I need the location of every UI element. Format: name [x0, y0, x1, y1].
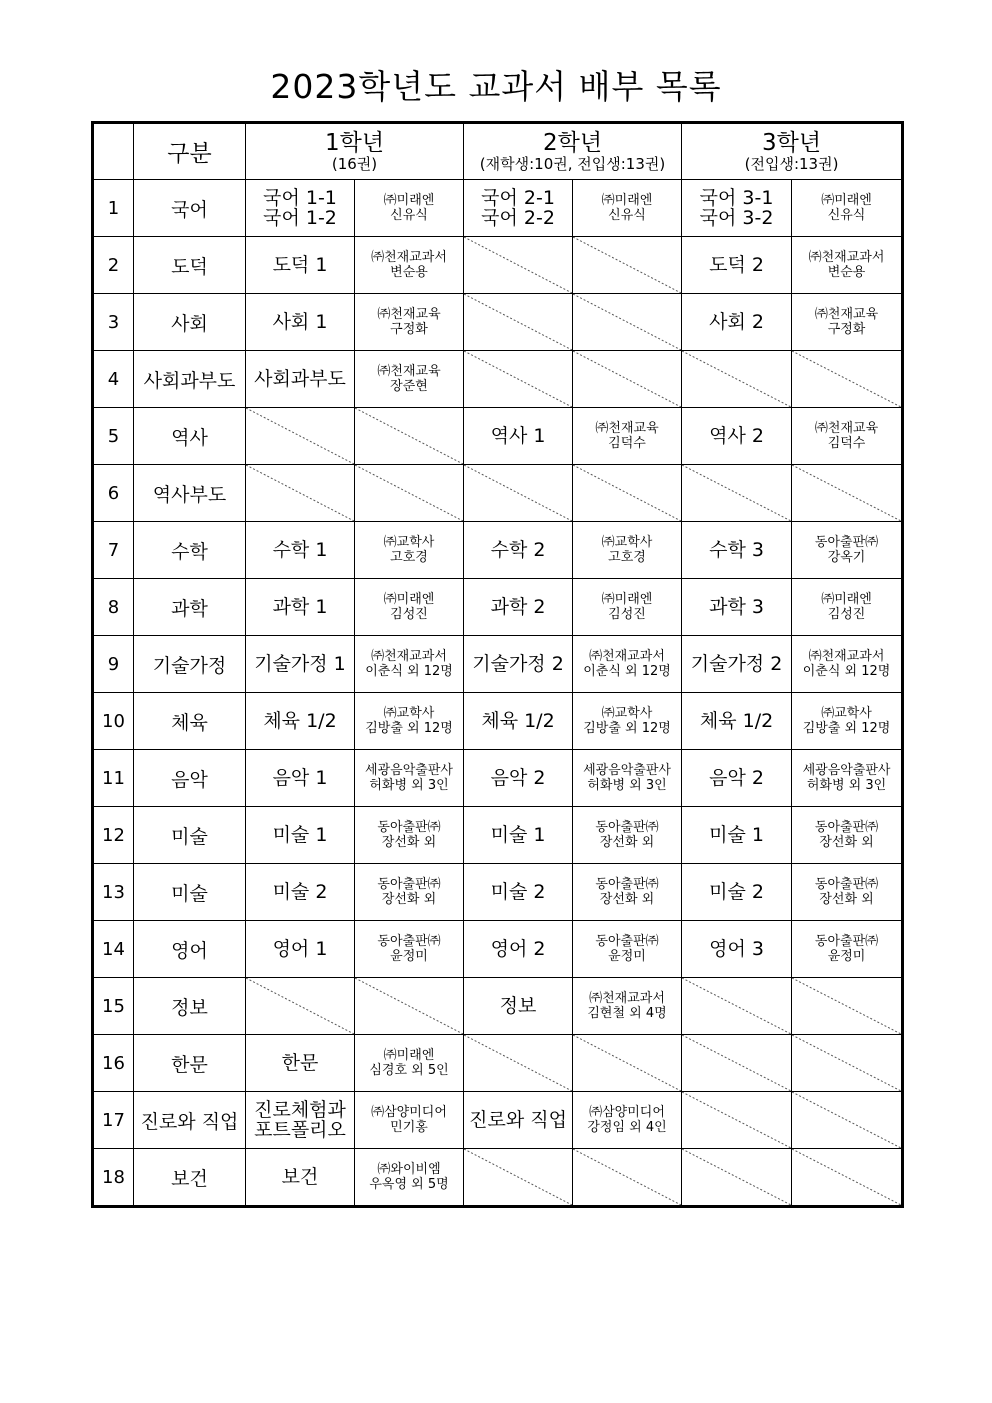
- diagonal-slash-icon: [792, 978, 901, 1034]
- subject-name: 미술: [134, 864, 246, 921]
- grade-3-publisher-author: ㈜천재교과서 변순용: [792, 237, 902, 294]
- subject-name: 음악: [134, 750, 246, 807]
- diagonal-slash-icon: [246, 465, 354, 521]
- diagonal-slash-icon: [792, 351, 901, 407]
- row-number: 18: [94, 1149, 134, 1206]
- diagonal-slash-icon: [355, 465, 463, 521]
- diagonal-slash-icon: [573, 237, 681, 293]
- textbook-distribution-table: [93, 123, 902, 1206]
- empty-slash-cell: [792, 1149, 902, 1206]
- grade-1-publisher-author: ㈜천재교육 장준현: [355, 351, 464, 408]
- grade-1-publisher-author: 세광음악출판사 허화병 외 3인: [355, 750, 464, 807]
- grade-3-book-title: 영어 3: [682, 921, 792, 978]
- grade-3-publisher-author: ㈜천재교육 김덕수: [792, 408, 902, 465]
- diagonal-slash-icon: [573, 1149, 681, 1205]
- diagonal-slash-icon: [682, 978, 791, 1034]
- empty-slash-cell: [792, 351, 902, 408]
- page-title: 2023학년도 교과서 배부 목록: [270, 67, 722, 106]
- grade-3-count: (전입생:13권): [744, 155, 839, 173]
- grade-1-publisher-author: ㈜천재교과서 변순용: [355, 237, 464, 294]
- table-row: [94, 237, 902, 294]
- empty-slash-cell: [792, 1092, 902, 1149]
- diagonal-slash-icon: [464, 1035, 572, 1091]
- row-number: 1: [94, 180, 134, 237]
- grade-2-publisher-author: 동아출판㈜ 장선화 외: [573, 864, 682, 921]
- table-row: [94, 1149, 902, 1206]
- grade-3-book-title: 음악 2: [682, 750, 792, 807]
- row-number: 7: [94, 522, 134, 579]
- empty-slash-cell: [464, 237, 573, 294]
- empty-slash-cell: [246, 408, 355, 465]
- subject-name: 사회: [134, 294, 246, 351]
- table-row: [94, 579, 902, 636]
- row-number: 17: [94, 1092, 134, 1149]
- subject-name: 정보: [134, 978, 246, 1035]
- grade-3-publisher-author: 동아출판㈜ 장선화 외: [792, 864, 902, 921]
- row-number: 4: [94, 351, 134, 408]
- diagonal-slash-icon: [246, 978, 354, 1034]
- table-row: [94, 1092, 902, 1149]
- grade-2-book-title: 미술 1: [464, 807, 573, 864]
- grade-1-book-title: 미술 1: [246, 807, 355, 864]
- table-row: [94, 750, 902, 807]
- row-number: 5: [94, 408, 134, 465]
- empty-slash-cell: [682, 1149, 792, 1206]
- header-grade-1: [246, 124, 464, 180]
- header-corner-cell: [94, 124, 134, 180]
- diagonal-slash-icon: [464, 465, 572, 521]
- grade-3-publisher-author: 동아출판㈜ 윤정미: [792, 921, 902, 978]
- grade-1-book-title: 미술 2: [246, 864, 355, 921]
- diagonal-slash-icon: [573, 465, 681, 521]
- row-number: 12: [94, 807, 134, 864]
- grade-3-book-title: 과학 3: [682, 579, 792, 636]
- table-row: [94, 693, 902, 750]
- grade-2-publisher-author: ㈜삼양미디어 강정임 외 4인: [573, 1092, 682, 1149]
- grade-1-book-title: 수학 1: [246, 522, 355, 579]
- empty-slash-cell: [792, 978, 902, 1035]
- grade-2-publisher-author: ㈜미래엔 신유식: [573, 180, 682, 237]
- diagonal-slash-icon: [792, 465, 901, 521]
- diagonal-slash-icon: [792, 1092, 901, 1148]
- row-number: 8: [94, 579, 134, 636]
- subject-name: 영어: [134, 921, 246, 978]
- grade-1-book-title: 사회과부도: [246, 351, 355, 408]
- row-number: 14: [94, 921, 134, 978]
- grade-2-publisher-author: ㈜교학사 고호경: [573, 522, 682, 579]
- row-number: 2: [94, 237, 134, 294]
- table-row: [94, 1035, 902, 1092]
- empty-slash-cell: [573, 1149, 682, 1206]
- diagonal-slash-icon: [792, 1035, 901, 1091]
- table-row: [94, 921, 902, 978]
- grade-3-publisher-author: ㈜천재교육 구정화: [792, 294, 902, 351]
- subject-name: 과학: [134, 579, 246, 636]
- subject-name: 수학: [134, 522, 246, 579]
- row-number: 15: [94, 978, 134, 1035]
- grade-2-publisher-author: 동아출판㈜ 장선화 외: [573, 807, 682, 864]
- grade-2-book-title: 진로와 직업: [464, 1092, 573, 1149]
- grade-3-label: 3학년: [761, 130, 822, 156]
- empty-slash-cell: [573, 294, 682, 351]
- diagonal-slash-icon: [682, 1149, 791, 1205]
- subject-name: 도덕: [134, 237, 246, 294]
- subject-name: 미술: [134, 807, 246, 864]
- header-grade-2: [464, 124, 682, 180]
- diagonal-slash-icon: [573, 351, 681, 407]
- grade-2-publisher-author: ㈜교학사 김방출 외 12명: [573, 693, 682, 750]
- grade-1-label: 1학년: [324, 130, 385, 156]
- header-row: [94, 124, 902, 180]
- empty-slash-cell: [682, 351, 792, 408]
- grade-3-book-title: 역사 2: [682, 408, 792, 465]
- diagonal-slash-icon: [464, 351, 572, 407]
- grade-3-book-title: 도덕 2: [682, 237, 792, 294]
- grade-1-publisher-author: ㈜미래엔 심경호 외 5인: [355, 1035, 464, 1092]
- empty-slash-cell: [682, 978, 792, 1035]
- subject-name: 보건: [134, 1149, 246, 1206]
- empty-slash-cell: [573, 465, 682, 522]
- subject-name: 역사: [134, 408, 246, 465]
- empty-slash-cell: [792, 1035, 902, 1092]
- grade-1-book-title: 보건: [246, 1149, 355, 1206]
- subject-name: 진로와 직업: [134, 1092, 246, 1149]
- table-row: [94, 864, 902, 921]
- grade-2-publisher-author: 세광음악출판사 허화병 외 3인: [573, 750, 682, 807]
- subject-name: 체육: [134, 693, 246, 750]
- grade-1-book-title: 국어 1-1 국어 1-2: [246, 180, 355, 237]
- row-number: 13: [94, 864, 134, 921]
- row-number: 9: [94, 636, 134, 693]
- empty-slash-cell: [682, 1035, 792, 1092]
- empty-slash-cell: [464, 294, 573, 351]
- grade-1-publisher-author: ㈜삼양미디어 민기홍: [355, 1092, 464, 1149]
- grade-3-publisher-author: 동아출판㈜ 강옥기: [792, 522, 902, 579]
- diagonal-slash-icon: [246, 408, 354, 464]
- subject-name: 역사부도: [134, 465, 246, 522]
- grade-2-publisher-author: ㈜천재교과서 김현철 외 4명: [573, 978, 682, 1035]
- diagonal-slash-icon: [573, 294, 681, 350]
- empty-slash-cell: [573, 237, 682, 294]
- diagonal-slash-icon: [464, 237, 572, 293]
- grade-1-book-title: 기술가정 1: [246, 636, 355, 693]
- grade-1-publisher-author: 동아출판㈜ 윤정미: [355, 921, 464, 978]
- grade-2-publisher-author: 동아출판㈜ 윤정미: [573, 921, 682, 978]
- empty-slash-cell: [573, 1035, 682, 1092]
- grade-1-book-title: 음악 1: [246, 750, 355, 807]
- grade-1-publisher-author: ㈜교학사 김방출 외 12명: [355, 693, 464, 750]
- grade-2-book-title: 미술 2: [464, 864, 573, 921]
- empty-slash-cell: [355, 978, 464, 1035]
- table-row: [94, 636, 902, 693]
- table-row: [94, 465, 902, 522]
- subject-name: 사회과부도: [134, 351, 246, 408]
- grade-3-book-title: 사회 2: [682, 294, 792, 351]
- empty-slash-cell: [355, 408, 464, 465]
- grade-2-book-title: 과학 2: [464, 579, 573, 636]
- empty-slash-cell: [355, 465, 464, 522]
- grade-2-book-title: 음악 2: [464, 750, 573, 807]
- empty-slash-cell: [464, 351, 573, 408]
- grade-3-publisher-author: 세광음악출판사 허화병 외 3인: [792, 750, 902, 807]
- empty-slash-cell: [792, 465, 902, 522]
- grade-1-book-title: 사회 1: [246, 294, 355, 351]
- grade-1-publisher-author: ㈜와이비엠 우옥영 외 5명: [355, 1149, 464, 1206]
- empty-slash-cell: [464, 1149, 573, 1206]
- grade-3-book-title: 기술가정 2: [682, 636, 792, 693]
- row-number: 11: [94, 750, 134, 807]
- grade-2-count: (재학생:10권, 전입생:13권): [479, 155, 666, 173]
- grade-2-book-title: 국어 2-1 국어 2-2: [464, 180, 573, 237]
- empty-slash-cell: [246, 465, 355, 522]
- empty-slash-cell: [573, 351, 682, 408]
- row-number: 10: [94, 693, 134, 750]
- grade-3-publisher-author: ㈜미래엔 신유식: [792, 180, 902, 237]
- grade-3-publisher-author: 동아출판㈜ 장선화 외: [792, 807, 902, 864]
- grade-3-book-title: 미술 2: [682, 864, 792, 921]
- grade-1-book-title: 과학 1: [246, 579, 355, 636]
- grade-3-publisher-author: ㈜천재교과서 이춘식 외 12명: [792, 636, 902, 693]
- grade-2-book-title: 체육 1/2: [464, 693, 573, 750]
- grade-2-publisher-author: ㈜천재교육 김덕수: [573, 408, 682, 465]
- row-number: 16: [94, 1035, 134, 1092]
- table-row: [94, 978, 902, 1035]
- diagonal-slash-icon: [355, 408, 463, 464]
- grade-2-publisher-author: ㈜미래엔 김성진: [573, 579, 682, 636]
- table-row: [94, 351, 902, 408]
- empty-slash-cell: [464, 465, 573, 522]
- empty-slash-cell: [246, 978, 355, 1035]
- grade-2-book-title: 역사 1: [464, 408, 573, 465]
- grade-1-publisher-author: ㈜천재교육 구정화: [355, 294, 464, 351]
- empty-slash-cell: [682, 465, 792, 522]
- grade-3-book-title: 체육 1/2: [682, 693, 792, 750]
- subject-name: 기술가정: [134, 636, 246, 693]
- grade-3-book-title: 미술 1: [682, 807, 792, 864]
- grade-1-book-title: 도덕 1: [246, 237, 355, 294]
- empty-slash-cell: [682, 1092, 792, 1149]
- grade-1-publisher-author: 동아출판㈜ 장선화 외: [355, 807, 464, 864]
- grade-1-book-title: 체육 1/2: [246, 693, 355, 750]
- row-number: 6: [94, 465, 134, 522]
- table-body: [94, 124, 902, 1206]
- grade-1-book-title: 영어 1: [246, 921, 355, 978]
- diagonal-slash-icon: [792, 1149, 901, 1205]
- grade-2-book-title: 기술가정 2: [464, 636, 573, 693]
- subject-name: 한문: [134, 1035, 246, 1092]
- header-gubun-label: 구분: [167, 141, 212, 167]
- diagonal-slash-icon: [464, 1149, 572, 1205]
- diagonal-slash-icon: [464, 294, 572, 350]
- grade-3-publisher-author: ㈜미래엔 김성진: [792, 579, 902, 636]
- table-row: [94, 294, 902, 351]
- grade-2-label: 2학년: [542, 130, 603, 156]
- diagonal-slash-icon: [573, 1035, 681, 1091]
- header-grade-3: [682, 124, 902, 180]
- diagonal-slash-icon: [682, 465, 791, 521]
- grade-2-publisher-author: ㈜천재교과서 이춘식 외 12명: [573, 636, 682, 693]
- grade-1-publisher-author: ㈜교학사 고호경: [355, 522, 464, 579]
- diagonal-slash-icon: [355, 978, 463, 1034]
- grade-1-publisher-author: 동아출판㈜ 장선화 외: [355, 864, 464, 921]
- diagonal-slash-icon: [682, 351, 791, 407]
- table-row: [94, 807, 902, 864]
- grade-3-book-title: 국어 3-1 국어 3-2: [682, 180, 792, 237]
- empty-slash-cell: [464, 1035, 573, 1092]
- table-row: [94, 180, 902, 237]
- grade-2-book-title: 수학 2: [464, 522, 573, 579]
- grade-1-count: (16권): [331, 155, 378, 173]
- row-number: 3: [94, 294, 134, 351]
- grade-1-book-title: 진로체험과 포트폴리오: [246, 1092, 355, 1149]
- grade-1-book-title: 한문: [246, 1035, 355, 1092]
- diagonal-slash-icon: [682, 1035, 791, 1091]
- header-gubun: [134, 124, 246, 180]
- grade-2-book-title: 정보: [464, 978, 573, 1035]
- grade-3-publisher-author: ㈜교학사 김방출 외 12명: [792, 693, 902, 750]
- grade-1-publisher-author: ㈜천재교과서 이춘식 외 12명: [355, 636, 464, 693]
- table-row: [94, 408, 902, 465]
- subject-name: 국어: [134, 180, 246, 237]
- diagonal-slash-icon: [682, 1092, 791, 1148]
- grade-3-book-title: 수학 3: [682, 522, 792, 579]
- grade-1-publisher-author: ㈜미래엔 김성진: [355, 579, 464, 636]
- grade-2-book-title: 영어 2: [464, 921, 573, 978]
- table-row: [94, 522, 902, 579]
- grade-1-publisher-author: ㈜미래엔 신유식: [355, 180, 464, 237]
